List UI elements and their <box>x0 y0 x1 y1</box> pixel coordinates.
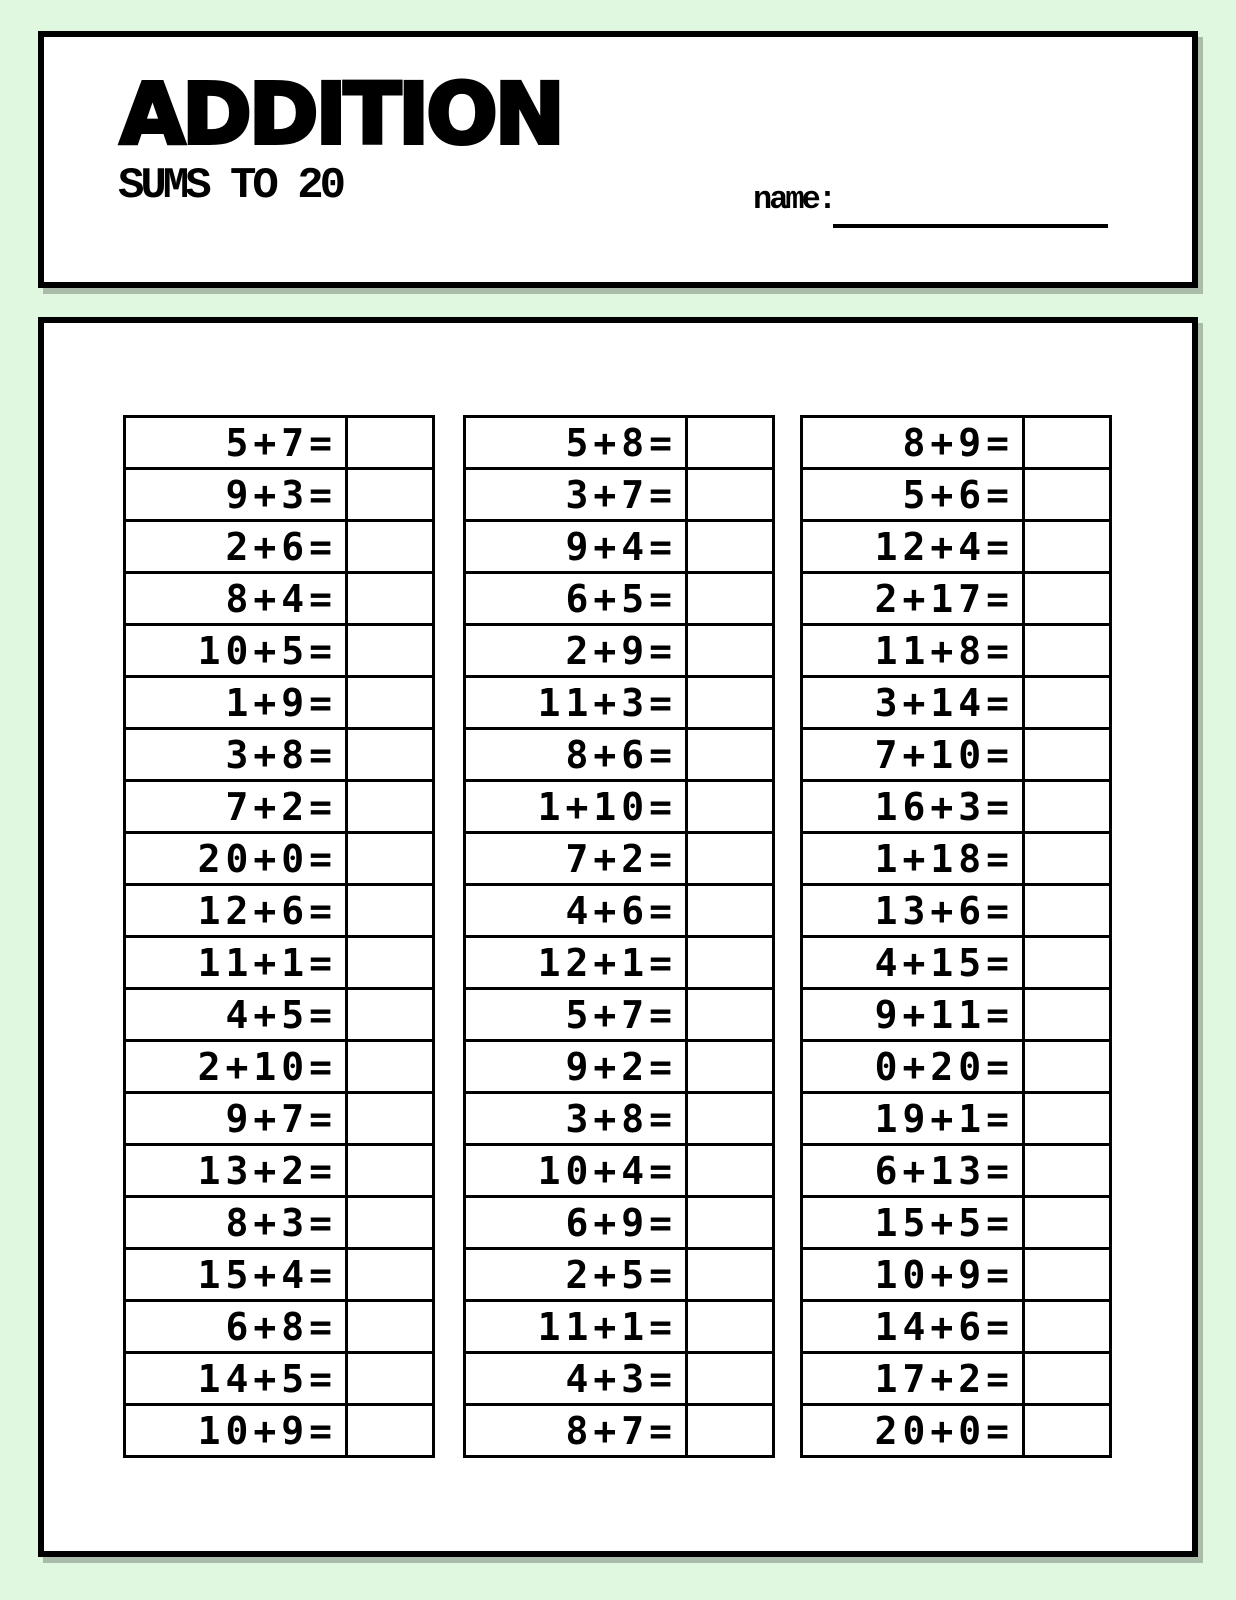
problem-row <box>803 1094 1109 1146</box>
problem-row <box>803 626 1109 678</box>
name-input-line[interactable] <box>833 224 1108 228</box>
problem-text: 6+13= <box>874 1149 1014 1193</box>
problem-text: 12+6= <box>197 889 337 933</box>
answer-box[interactable] <box>685 1146 772 1195</box>
answer-box[interactable] <box>1022 1250 1109 1299</box>
problem-row <box>126 834 432 886</box>
answer-box[interactable] <box>345 1198 432 1247</box>
answer-box[interactable] <box>345 730 432 779</box>
answer-box[interactable] <box>345 834 432 883</box>
problem-text: 16+3= <box>874 785 1014 829</box>
problem-row <box>126 938 432 990</box>
problem-row <box>803 1406 1109 1455</box>
answer-box[interactable] <box>685 1302 772 1351</box>
answer-box[interactable] <box>345 1406 432 1455</box>
problem-text: 13+2= <box>197 1149 337 1193</box>
problem-text: 7+2= <box>565 837 677 881</box>
answer-box[interactable] <box>685 1354 772 1403</box>
problem-text: 5+7= <box>225 421 337 465</box>
problem-row <box>803 834 1109 886</box>
problem-text: 14+5= <box>197 1357 337 1401</box>
problem-row <box>466 1302 772 1354</box>
problem-text: 1+10= <box>537 785 677 829</box>
problem-row <box>803 1042 1109 1094</box>
problem-text: 15+4= <box>197 1253 337 1297</box>
answer-box[interactable] <box>345 678 432 727</box>
problem-text: 10+9= <box>197 1409 337 1453</box>
problem-text: 7+2= <box>225 785 337 829</box>
problem-row <box>803 1250 1109 1302</box>
problem-row <box>803 1354 1109 1406</box>
answer-box[interactable] <box>345 1302 432 1351</box>
answer-box[interactable] <box>345 470 432 519</box>
worksheet-title: ADDITION <box>120 65 562 163</box>
problem-text: 11+8= <box>874 629 1014 673</box>
problem-row <box>803 1146 1109 1198</box>
problem-text: 19+1= <box>874 1097 1014 1141</box>
problem-text: 9+3= <box>225 473 337 517</box>
problem-column-1 <box>123 415 435 1458</box>
problem-row <box>466 990 772 1042</box>
problem-text: 4+5= <box>225 993 337 1037</box>
problem-text: 5+7= <box>565 993 677 1037</box>
problem-text: 11+1= <box>537 1305 677 1349</box>
answer-box[interactable] <box>345 990 432 1039</box>
problem-row <box>466 782 772 834</box>
problem-row <box>126 522 432 574</box>
answer-box[interactable] <box>345 1146 432 1195</box>
problem-text: 3+8= <box>565 1097 677 1141</box>
answer-box[interactable] <box>685 522 772 571</box>
answer-box[interactable] <box>345 626 432 675</box>
problem-row <box>466 1094 772 1146</box>
answer-box[interactable] <box>685 730 772 779</box>
problem-row <box>126 886 432 938</box>
problem-row <box>803 886 1109 938</box>
answer-box[interactable] <box>1022 1146 1109 1195</box>
problem-row <box>466 678 772 730</box>
problem-text: 13+6= <box>874 889 1014 933</box>
problem-row <box>803 938 1109 990</box>
problem-row <box>466 1354 772 1406</box>
problem-text: 10+5= <box>197 629 337 673</box>
problem-text: 6+5= <box>565 577 677 621</box>
problems-box <box>38 317 1198 1557</box>
answer-box[interactable] <box>685 782 772 831</box>
header-box <box>38 31 1198 288</box>
problem-row <box>803 730 1109 782</box>
problem-row <box>126 1302 432 1354</box>
problem-text: 17+2= <box>874 1357 1014 1401</box>
problem-row <box>803 1302 1109 1354</box>
problem-row <box>126 782 432 834</box>
answer-box[interactable] <box>1022 1302 1109 1351</box>
answer-box[interactable] <box>1022 1354 1109 1403</box>
answer-box[interactable] <box>1022 626 1109 675</box>
answer-box[interactable] <box>685 470 772 519</box>
problem-text: 8+9= <box>902 421 1014 465</box>
problem-row <box>126 418 432 470</box>
problem-text: 4+6= <box>565 889 677 933</box>
problem-text: 9+2= <box>565 1045 677 1089</box>
problem-text: 8+3= <box>225 1201 337 1245</box>
problem-row <box>466 1406 772 1455</box>
answer-box[interactable] <box>1022 470 1109 519</box>
problem-row <box>803 678 1109 730</box>
problem-row <box>466 938 772 990</box>
problem-row <box>126 1354 432 1406</box>
answer-box[interactable] <box>1022 782 1109 831</box>
problem-text: 20+0= <box>197 837 337 881</box>
answer-box[interactable] <box>1022 1042 1109 1091</box>
problem-row <box>126 574 432 626</box>
answer-box[interactable] <box>1022 1198 1109 1247</box>
problem-row <box>126 678 432 730</box>
problem-text: 15+5= <box>874 1201 1014 1245</box>
answer-box[interactable] <box>345 1042 432 1091</box>
problem-row <box>803 1198 1109 1250</box>
answer-box[interactable] <box>345 1094 432 1143</box>
problem-row <box>126 1198 432 1250</box>
problem-row <box>126 1146 432 1198</box>
problem-row <box>466 834 772 886</box>
problem-text: 2+5= <box>565 1253 677 1297</box>
problem-text: 2+17= <box>874 577 1014 621</box>
problem-row <box>466 886 772 938</box>
problem-text: 9+11= <box>874 993 1014 1037</box>
problem-row <box>466 470 772 522</box>
answer-box[interactable] <box>345 1354 432 1403</box>
problem-row <box>466 522 772 574</box>
problem-text: 12+1= <box>537 941 677 985</box>
problem-text: 10+4= <box>537 1149 677 1193</box>
answer-box[interactable] <box>345 938 432 987</box>
problem-row <box>466 1042 772 1094</box>
problem-text: 9+4= <box>565 525 677 569</box>
problem-text: 11+1= <box>197 941 337 985</box>
problem-text: 8+6= <box>565 733 677 777</box>
problem-row <box>466 730 772 782</box>
problem-row <box>126 1094 432 1146</box>
problem-row <box>466 626 772 678</box>
problem-row <box>126 1406 432 1455</box>
answer-box[interactable] <box>345 418 432 467</box>
problem-text: 6+9= <box>565 1201 677 1245</box>
answer-box[interactable] <box>1022 418 1109 467</box>
answer-box[interactable] <box>685 938 772 987</box>
problem-text: 1+9= <box>225 681 337 725</box>
problem-row <box>803 522 1109 574</box>
problem-text: 8+4= <box>225 577 337 621</box>
answer-box[interactable] <box>685 626 772 675</box>
answer-box[interactable] <box>685 886 772 935</box>
problem-text: 5+8= <box>565 421 677 465</box>
answer-box[interactable] <box>345 886 432 935</box>
problem-text: 3+14= <box>874 681 1014 725</box>
answer-box[interactable] <box>1022 678 1109 727</box>
answer-box[interactable] <box>685 1042 772 1091</box>
answer-box[interactable] <box>685 678 772 727</box>
answer-box[interactable] <box>685 418 772 467</box>
answer-box[interactable] <box>685 1250 772 1299</box>
problem-text: 10+9= <box>874 1253 1014 1297</box>
answer-box[interactable] <box>345 782 432 831</box>
answer-box[interactable] <box>1022 938 1109 987</box>
problem-text: 20+0= <box>874 1409 1014 1453</box>
answer-box[interactable] <box>685 1198 772 1247</box>
problem-text: 0+20= <box>874 1045 1014 1089</box>
answer-box[interactable] <box>345 522 432 571</box>
answer-box[interactable] <box>1022 834 1109 883</box>
answer-box[interactable] <box>1022 1094 1109 1143</box>
problem-column-3 <box>800 415 1112 1458</box>
problem-row <box>466 1250 772 1302</box>
problem-row <box>126 1042 432 1094</box>
answer-box[interactable] <box>685 574 772 623</box>
problem-row <box>466 418 772 470</box>
answer-box[interactable] <box>685 1094 772 1143</box>
problem-row <box>126 470 432 522</box>
problem-column-2 <box>463 415 775 1458</box>
answer-box[interactable] <box>685 1406 772 1455</box>
answer-box[interactable] <box>1022 1406 1109 1455</box>
problem-row <box>126 990 432 1042</box>
problem-row <box>803 418 1109 470</box>
answer-box[interactable] <box>1022 730 1109 779</box>
problem-row <box>803 782 1109 834</box>
problem-text: 2+10= <box>197 1045 337 1089</box>
problem-text: 7+10= <box>874 733 1014 777</box>
problem-text: 6+8= <box>225 1305 337 1349</box>
name-label: name: <box>753 181 835 218</box>
problem-row <box>803 574 1109 626</box>
problem-text: 5+6= <box>902 473 1014 517</box>
problem-text: 2+9= <box>565 629 677 673</box>
problem-text: 8+7= <box>565 1409 677 1453</box>
problem-text: 1+18= <box>874 837 1014 881</box>
problem-row <box>466 1198 772 1250</box>
problem-row <box>466 574 772 626</box>
problem-text: 11+3= <box>537 681 677 725</box>
problem-text: 4+3= <box>565 1357 677 1401</box>
problem-text: 9+7= <box>225 1097 337 1141</box>
problem-text: 4+15= <box>874 941 1014 985</box>
problem-row <box>803 990 1109 1042</box>
problem-text: 12+4= <box>874 525 1014 569</box>
problem-text: 14+6= <box>874 1305 1014 1349</box>
answer-box[interactable] <box>345 574 432 623</box>
problem-text: 2+6= <box>225 525 337 569</box>
problem-text: 3+7= <box>565 473 677 517</box>
worksheet-subtitle: SUMS TO 20 <box>118 161 343 211</box>
problem-row <box>466 1146 772 1198</box>
answer-box[interactable] <box>1022 522 1109 571</box>
problem-row <box>126 626 432 678</box>
problem-row <box>803 470 1109 522</box>
problem-row <box>126 1250 432 1302</box>
problem-text: 3+8= <box>225 733 337 777</box>
answer-box[interactable] <box>1022 574 1109 623</box>
answer-box[interactable] <box>685 990 772 1039</box>
answer-box[interactable] <box>345 1250 432 1299</box>
answer-box[interactable] <box>1022 886 1109 935</box>
problem-row <box>126 730 432 782</box>
answer-box[interactable] <box>1022 990 1109 1039</box>
answer-box[interactable] <box>685 834 772 883</box>
